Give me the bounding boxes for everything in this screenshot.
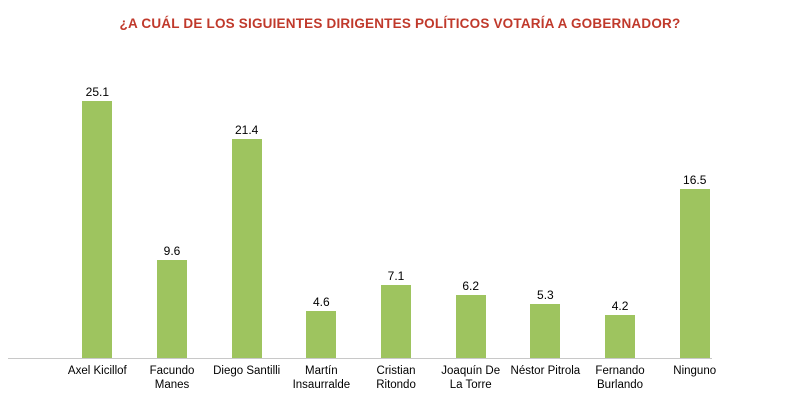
bar-rect[interactable] — [381, 285, 411, 358]
bar-item — [135, 62, 210, 358]
bar-rect[interactable] — [232, 139, 262, 358]
category-label-line: Ninguno — [673, 365, 717, 377]
bar-value-label: 9.6 — [163, 244, 181, 258]
bar-value-label: 4.6 — [313, 295, 330, 309]
bar-value-label: 7.1 — [387, 269, 405, 283]
bar-value-label: 21.4 — [235, 123, 259, 137]
category-label — [284, 364, 359, 392]
bar-item — [657, 62, 732, 358]
category-label-line: Insaurralde — [292, 379, 351, 391]
category-label-line: Burlando — [597, 379, 644, 391]
bar-item — [284, 62, 359, 358]
category-label — [657, 364, 732, 392]
bar-value-label: 16.5 — [683, 173, 707, 187]
bar-item — [209, 62, 284, 358]
category-label-line: Fernando — [595, 365, 645, 377]
category-label — [433, 364, 508, 392]
bar-item — [583, 62, 658, 358]
category-axis-labels — [60, 364, 732, 392]
bar-value-label: 5.3 — [537, 288, 554, 302]
bar-rect[interactable] — [680, 189, 710, 358]
bar-rect[interactable] — [605, 315, 635, 358]
category-label — [60, 364, 135, 392]
bar-series — [60, 62, 732, 358]
category-label-line: Axel Kicillof — [67, 365, 127, 377]
bar-value-label: 25.1 — [85, 85, 110, 99]
bar-item — [433, 62, 508, 358]
category-label — [359, 364, 434, 392]
chart-title: ¿A CUÁL DE LOS SIGUIENTES DIRIGENTES POLÍTICOS VOTARÍA A GOBERNADOR? — [119, 16, 681, 31]
category-label-line: Joaquín De — [441, 365, 501, 377]
category-axis-line — [8, 358, 712, 359]
bottom-spacer — [0, 409, 800, 419]
category-label-line: Néstor Pitrola — [510, 365, 581, 377]
bar-value-label: 6.2 — [462, 279, 480, 293]
category-label-line: Cristian — [376, 365, 416, 377]
category-label-line: Manes — [154, 379, 190, 391]
bar-item — [359, 62, 434, 358]
bar-item — [60, 62, 135, 358]
bar-rect[interactable] — [157, 260, 187, 358]
category-label — [508, 364, 583, 392]
category-label-line: Facundo — [149, 365, 195, 377]
category-label — [583, 364, 658, 392]
category-label-line: Diego Santilli — [213, 365, 281, 377]
bar-item — [508, 62, 583, 358]
bar-rect[interactable] — [306, 311, 336, 358]
category-label — [209, 364, 284, 392]
bar-value-label: 4.2 — [611, 299, 629, 313]
category-label-line: Martín — [305, 365, 338, 377]
category-label — [135, 364, 210, 392]
bar-rect[interactable] — [456, 295, 486, 358]
bar-rect[interactable] — [82, 101, 112, 358]
category-label-line: Ritondo — [376, 379, 416, 391]
category-label-line: La Torre — [449, 379, 492, 391]
bar-rect[interactable] — [530, 304, 560, 358]
plot-area — [60, 62, 732, 358]
